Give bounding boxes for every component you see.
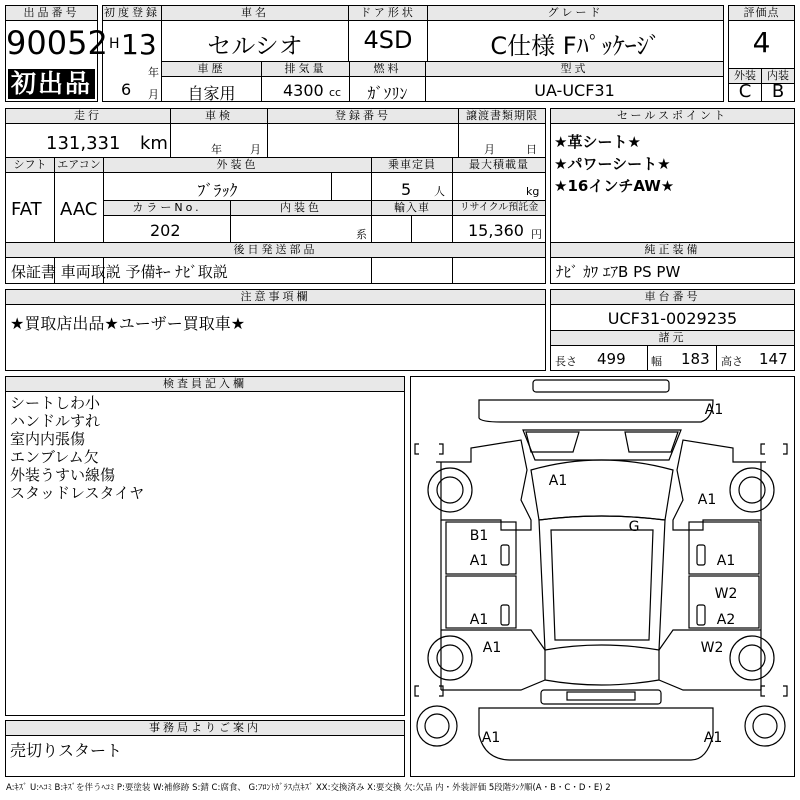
recycle-unit: 円 (531, 228, 542, 241)
damage-mark: A1 (481, 730, 501, 746)
chassis-number: UCF31-0029235 (607, 309, 738, 328)
sales-label: セールスポイント (551, 109, 794, 124)
damage-mark: A1 (704, 402, 724, 418)
car-name: セルシオ (207, 32, 303, 60)
capacity: 5 (401, 180, 412, 199)
caution-label: 注意事項欄 (6, 290, 545, 305)
exterior-label: 外装 (729, 69, 761, 84)
mileage-label: 走行 (6, 109, 170, 124)
width-label: 幅 (651, 355, 662, 368)
chassis-label: 車台番号 (551, 290, 794, 305)
mileage: 131,331 (46, 133, 121, 154)
load-label: 最大積載量 (453, 158, 545, 173)
car-history: 自家用 (187, 84, 236, 103)
shift-label: シフト (6, 158, 54, 173)
sales-point: ★パワーシート★ (554, 155, 671, 173)
reg-year-unit: 年 (148, 66, 159, 79)
reg-month: 6 (121, 80, 132, 99)
inspector-note: エンブレム欠 (10, 448, 99, 466)
legend: A:ｷｽﾞ U:ﾍｺﾐ B:ｷｽﾞを伴うﾍｺﾐ P:要塗装 W:補修跡 S:錆 C:腐食、 G:ﾌﾛﾝﾄｶﾞﾗｽ点ｷｽﾞ XX:交換済み X:要交換 欠:欠品 内・外装評価 5段階ﾗﾝｸ順(A・B・C・D・E) 2 (6, 783, 611, 793)
inspector-note: シートしわ小 (10, 394, 101, 412)
height-label: 高さ (721, 355, 743, 368)
capacity-unit: 人 (434, 185, 445, 198)
lot-box (5, 5, 108, 102)
inspector-note: 外装うすい線傷 (10, 466, 116, 484)
chassis-box (550, 289, 795, 371)
caution-box (5, 289, 546, 371)
header-box (102, 5, 724, 102)
damage-mark: W2 (700, 640, 724, 656)
inspector-note: スタッドレスタイヤ (10, 484, 145, 502)
caution-value: ★買取店出品★ユーザー買取車★ (10, 314, 246, 333)
sales-box (550, 108, 795, 284)
damage-mark: B1 (469, 528, 489, 544)
displacement: 4300 (283, 81, 324, 100)
inspector-label: 検査員記入欄 (6, 377, 404, 392)
displacement-label: 排気量 (262, 62, 349, 77)
reg-era: H (109, 36, 120, 52)
model-label: 型式 (426, 62, 723, 77)
car-diagram (411, 377, 794, 776)
reg-label: 初度登録 (104, 6, 160, 19)
reg-year: 13 (121, 28, 157, 61)
grade: C仕様 Fﾊﾟｯｹｰｼﾞ (490, 32, 661, 60)
lot-number: 90052 (6, 24, 108, 62)
ac-label: エアコン (55, 158, 103, 173)
car-name-label: 車名 (162, 6, 348, 21)
lot-label: 出品番号 (6, 6, 97, 21)
damage-mark: A1 (548, 473, 568, 489)
vehicle-details-box (5, 108, 546, 284)
inspector-box (5, 376, 405, 716)
office-label: 事務局よりご案内 (6, 721, 404, 736)
inspection-label: 車検 (171, 109, 267, 124)
fuel-label: 燃料 (350, 62, 425, 77)
equip-value: ﾅﾋﾞ ｶﾜ ｴｱB PS PW (556, 263, 681, 281)
door-label: ドア形状 (349, 6, 427, 21)
color-number: 202 (150, 221, 181, 240)
parts-value: 保証書 車両取説 予備ｷｰ ﾅﾋﾞ取説 (11, 263, 228, 281)
plate-label: 登録番号 (268, 109, 458, 124)
damage-mark: A1 (697, 492, 717, 508)
office-value: 売切りスタート (10, 741, 123, 760)
parts-label: 後日発送部品 (6, 243, 545, 258)
reg-month-unit: 月 (148, 88, 159, 101)
recycle-fee: 15,360 (468, 221, 524, 240)
color-label: 外装色 (104, 158, 371, 173)
exterior-grade: C (738, 81, 752, 102)
interior-color-label: 内装色 (231, 201, 371, 216)
damage-mark: A2 (716, 612, 736, 628)
fuel: ｶﾞｿﾘﾝ (367, 84, 408, 103)
damage-mark: W2 (714, 586, 738, 602)
import-label: 輸入車 (372, 201, 452, 216)
exterior-color: ﾌﾞﾗｯｸ (197, 181, 238, 200)
score-label: 評価点 (729, 6, 794, 21)
air-conditioner: AAC (60, 199, 98, 220)
damage-mark: A1 (716, 553, 736, 569)
equip-label: 純正装備 (551, 243, 794, 258)
history-label: 車歴 (162, 62, 261, 77)
damage-mark: G (628, 519, 640, 535)
color-no-label: カラーNo. (104, 201, 230, 216)
office-box (5, 720, 405, 777)
inspection-year: 年 (211, 143, 222, 156)
inspection-month: 月 (250, 143, 261, 156)
shift: FAT (11, 199, 42, 220)
transfer-month: 月 (484, 143, 495, 156)
score-box (728, 5, 795, 102)
damage-mark: A1 (482, 640, 502, 656)
damage-mark: A1 (703, 730, 723, 746)
load-unit: kg (526, 185, 540, 198)
damage-mark: A1 (469, 612, 489, 628)
car-diagram-box (410, 376, 795, 777)
capacity-label: 乗車定員 (372, 158, 452, 173)
inspector-note: ハンドルすれ (10, 412, 101, 430)
transfer-day: 日 (526, 143, 537, 156)
first-listing-badge: 初出品 (8, 69, 95, 99)
model-code: UA-UCF31 (534, 81, 615, 100)
interior-grade: B (771, 81, 785, 102)
transfer-label: 譲渡書類期限 (459, 109, 545, 124)
displacement-unit: cc (329, 86, 342, 99)
length-label: 長さ (555, 355, 577, 368)
inspector-note: 室内内張傷 (10, 430, 86, 448)
width: 183 (681, 350, 710, 368)
length: 499 (597, 350, 626, 368)
score-value: 4 (752, 26, 771, 59)
interior-color-unit: 系 (356, 228, 367, 241)
door-type: 4SD (363, 26, 413, 54)
sales-point: ★革シート★ (554, 133, 641, 151)
sales-point: ★16インチAW★ (554, 177, 675, 195)
dims-label: 諸元 (551, 331, 794, 346)
height: 147 (759, 350, 788, 368)
grade-label: グレード (428, 6, 723, 21)
recycle-label: リサイクル預託金 (453, 201, 545, 216)
damage-mark: A1 (469, 553, 489, 569)
interior-label: 内装 (762, 69, 794, 84)
mileage-unit: km (140, 133, 168, 154)
